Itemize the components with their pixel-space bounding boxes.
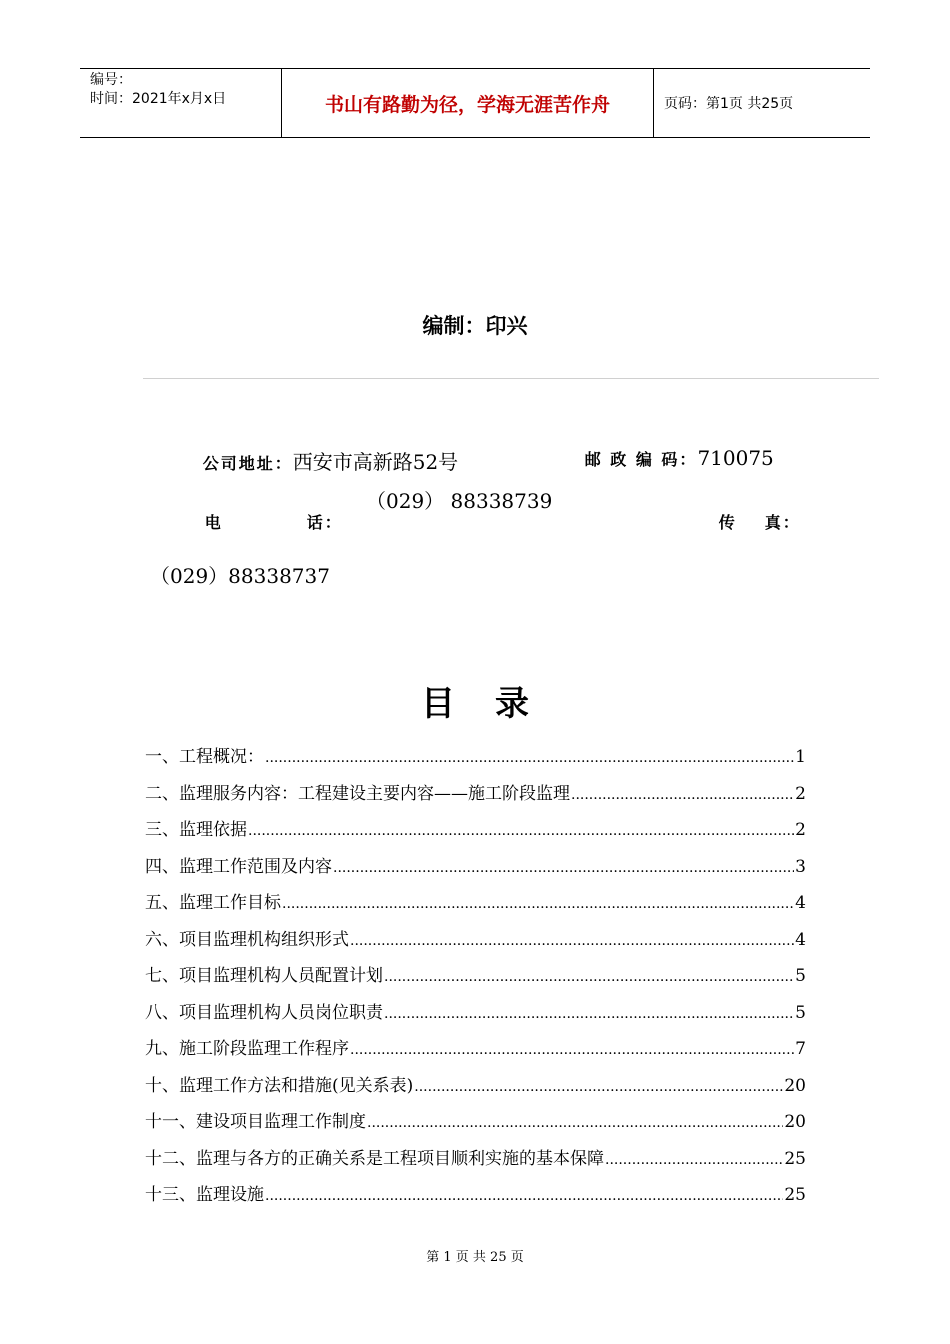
toc-leader-dots [384, 969, 794, 985]
toc-leader-dots [414, 1079, 783, 1095]
address-line [190, 422, 458, 475]
phone-label-b: 话： [306, 513, 343, 532]
toc-item[interactable]: 一、工程概况： ..... 1 [145, 742, 806, 779]
toc-leader-dots [248, 823, 794, 839]
document-date: 时间：2021年x月x日 [90, 91, 227, 107]
toc-item[interactable]: 五、监理工作目标 ..... 4 [145, 888, 806, 925]
toc-item[interactable]: 十二、监理与各方的正确关系是工程项目顺利实施的基本保障 ..... 25 [145, 1144, 806, 1181]
header-meta [80, 69, 282, 137]
compiler-line: 编制：印兴 [422, 314, 528, 338]
header-page-info: 页码：第1页 共25页 [664, 96, 794, 112]
divider-line [143, 378, 879, 379]
fax-label-b: 真： [764, 513, 801, 532]
address-value: 西安市高新路52号 [292, 450, 459, 474]
toc-item[interactable]: 十、监理工作方法和措施(见关系表) ..... 20 [145, 1071, 806, 1108]
phone-label-a: 电 [204, 513, 223, 532]
toc-leader-dots [350, 1042, 794, 1058]
toc-leader-dots [571, 787, 794, 803]
header-motto: 书山有路勤为径，学海无涯苦作舟 [282, 69, 654, 137]
toc-leader-dots [350, 933, 794, 949]
toc-item[interactable]: 四、监理工作范围及内容 ..... 3 [145, 852, 806, 889]
address-label: 公司地址： [202, 454, 293, 473]
fax-value: （029）88338737 [150, 564, 330, 588]
toc-item[interactable]: 七、项目监理机构人员配置计划 ..... 5 [145, 961, 806, 998]
toc-item[interactable]: 三、监理依据 ..... 2 [145, 815, 806, 852]
document-number-label: 编号： [90, 72, 132, 88]
toc-leader-dots [367, 1115, 783, 1131]
document-header [80, 68, 870, 138]
toc-item[interactable]: 十一、建设项目监理工作制度 ..... 20 [145, 1107, 806, 1144]
postcode-line [572, 422, 774, 470]
postcode-value: 710075 [697, 446, 774, 470]
phone-value: （029） 88338739 [366, 489, 553, 513]
toc-item[interactable]: 十三、监理设施 ..... 25 [145, 1180, 806, 1217]
toc-leader-dots [282, 896, 794, 912]
toc-leader-dots [384, 1006, 794, 1022]
toc-item[interactable]: 二、监理服务内容：工程建设主要内容——施工阶段监理 ..... 2 [145, 779, 806, 816]
toc-leader-dots [605, 1152, 783, 1168]
page-footer: 第 1 页 共 25 页 [426, 1250, 524, 1265]
toc-title: 目录 [421, 684, 569, 724]
toc-leader-dots [265, 750, 794, 766]
table-of-contents [145, 742, 806, 1217]
fax-label-a: 传 [718, 513, 737, 532]
toc-leader-dots [333, 860, 794, 876]
toc-item[interactable]: 六、项目监理机构组织形式 ..... 4 [145, 925, 806, 962]
toc-item[interactable]: 八、项目监理机构人员岗位职责 ..... 5 [145, 998, 806, 1035]
toc-leader-dots [265, 1188, 783, 1204]
toc-item[interactable]: 九、施工阶段监理工作程序 ..... 7 [145, 1034, 806, 1071]
postcode-label: 邮 政 编 码： [584, 450, 698, 469]
